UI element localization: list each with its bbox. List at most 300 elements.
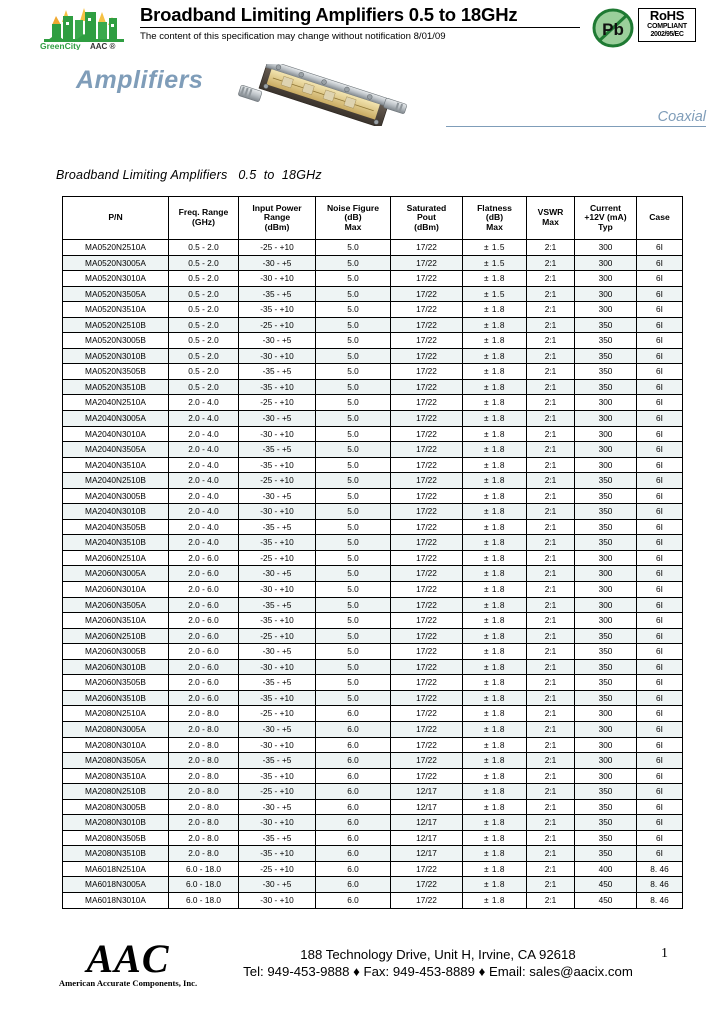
column-header-pn xyxy=(63,197,169,240)
cell-case: 6I xyxy=(637,473,683,489)
cell-flat: ± 1.8 xyxy=(463,815,527,831)
cell-pn: MA2080N3510A xyxy=(63,768,169,784)
spec-table-body xyxy=(63,240,683,909)
cell-case: 6I xyxy=(637,737,683,753)
cell-nf: 5.0 xyxy=(316,271,391,287)
cell-flat: ± 1.8 xyxy=(463,473,527,489)
cell-cur: 300 xyxy=(575,286,637,302)
cell-freq: 2.0 - 8.0 xyxy=(169,815,239,831)
cell-vswr: 2:1 xyxy=(527,861,575,877)
cell-cur: 350 xyxy=(575,504,637,520)
cell-pn: MA0520N3005A xyxy=(63,255,169,271)
cell-vswr: 2:1 xyxy=(527,379,575,395)
cell-vswr: 2:1 xyxy=(527,333,575,349)
cell-pout: 17/22 xyxy=(391,473,463,489)
cell-case: 6I xyxy=(637,395,683,411)
cell-pn: MA2060N2510A xyxy=(63,550,169,566)
cell-flat: ± 1.8 xyxy=(463,753,527,769)
header-title-block xyxy=(140,4,580,43)
cell-pout: 12/17 xyxy=(391,830,463,846)
cell-vswr: 2:1 xyxy=(527,286,575,302)
company-contact: Tel: 949-453-9888 ♦ Fax: 949-453-8889 ♦ Email: sales@aacix.com xyxy=(243,964,633,979)
cell-pn: MA2040N3010A xyxy=(63,426,169,442)
table-row xyxy=(63,519,683,535)
cell-case: 6I xyxy=(637,457,683,473)
cell-freq: 2.0 - 8.0 xyxy=(169,830,239,846)
cell-pout: 17/22 xyxy=(391,644,463,660)
cell-vswr: 2:1 xyxy=(527,519,575,535)
cell-pout: 17/22 xyxy=(391,566,463,582)
cell-nf: 6.0 xyxy=(316,706,391,722)
cell-case: 6I xyxy=(637,846,683,862)
cell-flat: ± 1.5 xyxy=(463,255,527,271)
cell-vswr: 2:1 xyxy=(527,348,575,364)
table-row xyxy=(63,442,683,458)
cell-flat: ± 1.8 xyxy=(463,379,527,395)
cell-inp: -30 - +5 xyxy=(239,877,316,893)
table-row xyxy=(63,255,683,271)
cell-freq: 6.0 - 18.0 xyxy=(169,892,239,908)
cell-vswr: 2:1 xyxy=(527,442,575,458)
cell-pn: MA2080N2510B xyxy=(63,784,169,800)
cell-nf: 6.0 xyxy=(316,861,391,877)
cell-inp: -35 - +10 xyxy=(239,379,316,395)
cell-cur: 350 xyxy=(575,628,637,644)
cell-cur: 350 xyxy=(575,830,637,846)
cell-cur: 300 xyxy=(575,395,637,411)
cell-flat: ± 1.8 xyxy=(463,333,527,349)
cell-case: 6I xyxy=(637,535,683,551)
cell-freq: 2.0 - 8.0 xyxy=(169,721,239,737)
cell-pn: MA2040N3510B xyxy=(63,535,169,551)
cell-pn: MA0520N3010B xyxy=(63,348,169,364)
cell-nf: 5.0 xyxy=(316,644,391,660)
cell-pn: MA2040N3005B xyxy=(63,488,169,504)
column-header-pout xyxy=(391,197,463,240)
cell-freq: 2.0 - 4.0 xyxy=(169,411,239,427)
cell-flat: ± 1.8 xyxy=(463,644,527,660)
cell-freq: 2.0 - 6.0 xyxy=(169,628,239,644)
column-header-line: Input Power xyxy=(252,202,302,213)
cell-flat: ± 1.8 xyxy=(463,442,527,458)
table-row xyxy=(63,395,683,411)
column-header-line: Max xyxy=(344,221,362,232)
table-row xyxy=(63,613,683,629)
cell-flat: ± 1.8 xyxy=(463,690,527,706)
cell-pout: 17/22 xyxy=(391,255,463,271)
cell-vswr: 2:1 xyxy=(527,659,575,675)
cell-nf: 6.0 xyxy=(316,753,391,769)
spec-table-container xyxy=(62,196,670,909)
cell-nf: 6.0 xyxy=(316,721,391,737)
cell-pn: MA2040N2510A xyxy=(63,395,169,411)
cell-flat: ± 1.8 xyxy=(463,550,527,566)
cell-inp: -30 - +10 xyxy=(239,659,316,675)
cell-case: 6I xyxy=(637,504,683,520)
cell-freq: 2.0 - 8.0 xyxy=(169,846,239,862)
cell-cur: 350 xyxy=(575,690,637,706)
table-row xyxy=(63,690,683,706)
cell-nf: 6.0 xyxy=(316,877,391,893)
cell-vswr: 2:1 xyxy=(527,768,575,784)
cell-flat: ± 1.8 xyxy=(463,395,527,411)
cell-pn: MA0520N2510A xyxy=(63,240,169,256)
cell-cur: 300 xyxy=(575,597,637,613)
column-header-line: (GHz) xyxy=(192,217,215,227)
cell-case: 6I xyxy=(637,411,683,427)
cell-freq: 2.0 - 6.0 xyxy=(169,582,239,598)
cell-inp: -30 - +5 xyxy=(239,255,316,271)
connector-type-label: Coaxial xyxy=(657,109,706,125)
cell-pn: MA6018N3005A xyxy=(63,877,169,893)
cell-flat: ± 1.8 xyxy=(463,411,527,427)
cell-nf: 6.0 xyxy=(316,768,391,784)
cell-freq: 2.0 - 8.0 xyxy=(169,784,239,800)
cell-pout: 17/22 xyxy=(391,240,463,256)
cell-flat: ± 1.8 xyxy=(463,892,527,908)
cell-vswr: 2:1 xyxy=(527,721,575,737)
cell-inp: -30 - +10 xyxy=(239,737,316,753)
cell-case: 6I xyxy=(637,442,683,458)
cell-inp: -25 - +10 xyxy=(239,706,316,722)
cell-freq: 2.0 - 4.0 xyxy=(169,488,239,504)
cell-case: 6I xyxy=(637,364,683,380)
cell-nf: 5.0 xyxy=(316,395,391,411)
cell-pn: MA0520N3005B xyxy=(63,333,169,349)
greencity-logo xyxy=(36,6,132,50)
table-row xyxy=(63,659,683,675)
cell-vswr: 2:1 xyxy=(527,457,575,473)
cell-case: 6I xyxy=(637,675,683,691)
company-address: 188 Technology Drive, Unit H, Irvine, CA 92618 xyxy=(300,947,576,962)
lead-free-pb-icon xyxy=(592,8,634,48)
column-header-line: Max xyxy=(542,217,559,227)
cell-case: 6I xyxy=(637,830,683,846)
cell-case: 6I xyxy=(637,659,683,675)
connector-type-block xyxy=(446,108,706,127)
cell-case: 6I xyxy=(637,302,683,318)
cell-nf: 5.0 xyxy=(316,426,391,442)
table-row xyxy=(63,426,683,442)
cell-pout: 17/22 xyxy=(391,675,463,691)
cell-vswr: 2:1 xyxy=(527,753,575,769)
cell-case: 6I xyxy=(637,721,683,737)
title-band xyxy=(0,56,720,166)
cell-vswr: 2:1 xyxy=(527,690,575,706)
table-row xyxy=(63,457,683,473)
cell-inp: -25 - +10 xyxy=(239,240,316,256)
table-row xyxy=(63,286,683,302)
cell-vswr: 2:1 xyxy=(527,628,575,644)
cell-flat: ± 1.8 xyxy=(463,504,527,520)
column-header-freq xyxy=(169,197,239,240)
cell-nf: 5.0 xyxy=(316,597,391,613)
table-row xyxy=(63,877,683,893)
header-divider xyxy=(140,27,580,28)
cell-pout: 17/22 xyxy=(391,628,463,644)
cell-freq: 2.0 - 6.0 xyxy=(169,566,239,582)
page-title: Broadband Limiting Amplifiers 0.5 to 18GHz xyxy=(140,4,518,25)
cell-inp: -30 - +10 xyxy=(239,815,316,831)
cell-inp: -25 - +10 xyxy=(239,317,316,333)
cell-cur: 350 xyxy=(575,317,637,333)
cell-pout: 17/22 xyxy=(391,302,463,318)
cell-inp: -30 - +5 xyxy=(239,566,316,582)
cell-nf: 5.0 xyxy=(316,348,391,364)
cell-freq: 0.5 - 2.0 xyxy=(169,364,239,380)
cell-flat: ± 1.8 xyxy=(463,519,527,535)
cell-pout: 17/22 xyxy=(391,286,463,302)
table-row xyxy=(63,582,683,598)
coaxial-divider xyxy=(446,126,706,127)
cell-cur: 300 xyxy=(575,737,637,753)
cell-nf: 6.0 xyxy=(316,846,391,862)
column-header-line: (dB) xyxy=(485,212,504,223)
table-row xyxy=(63,892,683,908)
cell-flat: ± 1.8 xyxy=(463,597,527,613)
cell-pn: MA2080N3005B xyxy=(63,799,169,815)
cell-nf: 5.0 xyxy=(316,690,391,706)
cell-inp: -35 - +5 xyxy=(239,753,316,769)
svg-text:AAC ®: AAC ® xyxy=(90,42,116,50)
cell-inp: -30 - +5 xyxy=(239,333,316,349)
cell-inp: -25 - +10 xyxy=(239,861,316,877)
cell-vswr: 2:1 xyxy=(527,504,575,520)
cell-cur: 300 xyxy=(575,706,637,722)
cell-pout: 17/22 xyxy=(391,457,463,473)
cell-freq: 0.5 - 2.0 xyxy=(169,348,239,364)
cell-pout: 17/22 xyxy=(391,442,463,458)
cell-pn: MA2040N3005A xyxy=(63,411,169,427)
table-row xyxy=(63,302,683,318)
cell-cur: 300 xyxy=(575,566,637,582)
cell-freq: 2.0 - 6.0 xyxy=(169,690,239,706)
product-photo xyxy=(236,64,408,126)
cell-cur: 300 xyxy=(575,426,637,442)
cell-flat: ± 1.5 xyxy=(463,240,527,256)
cell-cur: 350 xyxy=(575,846,637,862)
cell-flat: ± 1.8 xyxy=(463,737,527,753)
cell-vswr: 2:1 xyxy=(527,317,575,333)
cell-freq: 2.0 - 8.0 xyxy=(169,706,239,722)
category-title: Amplifiers xyxy=(76,66,204,94)
cell-pn: MA2060N3505B xyxy=(63,675,169,691)
cell-pn: MA2040N3505B xyxy=(63,519,169,535)
cell-vswr: 2:1 xyxy=(527,255,575,271)
cell-case: 6I xyxy=(637,348,683,364)
cell-flat: ± 1.8 xyxy=(463,457,527,473)
cell-inp: -30 - +5 xyxy=(239,799,316,815)
cell-inp: -30 - +10 xyxy=(239,271,316,287)
cell-freq: 0.5 - 2.0 xyxy=(169,317,239,333)
table-row xyxy=(63,784,683,800)
cell-pout: 17/22 xyxy=(391,768,463,784)
cell-flat: ± 1.8 xyxy=(463,317,527,333)
cell-pout: 17/22 xyxy=(391,613,463,629)
cell-flat: ± 1.8 xyxy=(463,566,527,582)
cell-pn: MA2080N3010B xyxy=(63,815,169,831)
cell-vswr: 2:1 xyxy=(527,473,575,489)
column-header-nf xyxy=(316,197,391,240)
aac-logo xyxy=(48,938,208,988)
cell-cur: 350 xyxy=(575,644,637,660)
cell-vswr: 2:1 xyxy=(527,706,575,722)
cell-pout: 17/22 xyxy=(391,364,463,380)
cell-inp: -35 - +5 xyxy=(239,286,316,302)
cell-freq: 2.0 - 4.0 xyxy=(169,504,239,520)
cell-pout: 17/22 xyxy=(391,504,463,520)
cell-inp: -35 - +10 xyxy=(239,535,316,551)
cell-pn: MA0520N3510A xyxy=(63,302,169,318)
company-name: American Accurate Components, Inc. xyxy=(58,978,198,988)
table-row xyxy=(63,271,683,287)
table-row xyxy=(63,597,683,613)
table-row xyxy=(63,628,683,644)
cell-flat: ± 1.8 xyxy=(463,628,527,644)
table-row xyxy=(63,488,683,504)
table-row xyxy=(63,535,683,551)
cell-freq: 2.0 - 6.0 xyxy=(169,597,239,613)
cell-case: 6I xyxy=(637,488,683,504)
cell-nf: 5.0 xyxy=(316,675,391,691)
cell-pout: 17/22 xyxy=(391,659,463,675)
cell-vswr: 2:1 xyxy=(527,892,575,908)
cell-pout: 12/17 xyxy=(391,799,463,815)
cell-pn: MA2080N3005A xyxy=(63,721,169,737)
cell-vswr: 2:1 xyxy=(527,535,575,551)
cell-pn: MA0520N2510B xyxy=(63,317,169,333)
cell-inp: -25 - +10 xyxy=(239,784,316,800)
cell-pout: 12/17 xyxy=(391,784,463,800)
cell-cur: 350 xyxy=(575,675,637,691)
cell-case: 6I xyxy=(637,550,683,566)
page-header xyxy=(0,0,720,56)
cell-vswr: 2:1 xyxy=(527,877,575,893)
cell-flat: ± 1.8 xyxy=(463,426,527,442)
cell-inp: -25 - +10 xyxy=(239,473,316,489)
cell-freq: 2.0 - 8.0 xyxy=(169,768,239,784)
cell-flat: ± 1.5 xyxy=(463,286,527,302)
cell-vswr: 2:1 xyxy=(527,488,575,504)
cell-nf: 5.0 xyxy=(316,317,391,333)
cell-case: 6I xyxy=(637,379,683,395)
cell-cur: 350 xyxy=(575,815,637,831)
cell-inp: -35 - +10 xyxy=(239,613,316,629)
cell-cur: 300 xyxy=(575,753,637,769)
cell-freq: 2.0 - 8.0 xyxy=(169,753,239,769)
table-row xyxy=(63,721,683,737)
column-header-line: Range xyxy=(263,212,291,223)
cell-case: 6I xyxy=(637,628,683,644)
table-row xyxy=(63,504,683,520)
cell-cur: 300 xyxy=(575,255,637,271)
cell-pout: 17/22 xyxy=(391,861,463,877)
cell-nf: 5.0 xyxy=(316,566,391,582)
cell-pout: 12/17 xyxy=(391,846,463,862)
column-header-line: Typ xyxy=(598,221,613,232)
cell-nf: 5.0 xyxy=(316,302,391,318)
cell-pn: MA2060N3510B xyxy=(63,690,169,706)
cell-pn: MA2080N3505B xyxy=(63,830,169,846)
cell-nf: 5.0 xyxy=(316,473,391,489)
cell-inp: -30 - +10 xyxy=(239,504,316,520)
column-header-line: +12V (mA) xyxy=(584,212,627,223)
aac-wordmark: AAC xyxy=(86,936,170,981)
cell-flat: ± 1.8 xyxy=(463,846,527,862)
cell-flat: ± 1.8 xyxy=(463,582,527,598)
cell-inp: -35 - +5 xyxy=(239,519,316,535)
cell-freq: 2.0 - 6.0 xyxy=(169,613,239,629)
column-header-line: Freq. Range xyxy=(178,207,229,218)
table-row xyxy=(63,644,683,660)
cell-cur: 300 xyxy=(575,550,637,566)
column-header-flat xyxy=(463,197,527,240)
cell-pout: 17/22 xyxy=(391,395,463,411)
cell-pn: MA0520N3010A xyxy=(63,271,169,287)
cell-nf: 5.0 xyxy=(316,613,391,629)
cell-pn: MA2060N3510A xyxy=(63,613,169,629)
cell-freq: 2.0 - 6.0 xyxy=(169,644,239,660)
cell-pout: 17/22 xyxy=(391,877,463,893)
cell-freq: 2.0 - 6.0 xyxy=(169,675,239,691)
table-row xyxy=(63,737,683,753)
cell-case: 6I xyxy=(637,768,683,784)
cell-inp: -25 - +10 xyxy=(239,395,316,411)
column-header-line: Case xyxy=(649,212,670,223)
column-header-line: (dB) xyxy=(344,212,362,223)
cell-vswr: 2:1 xyxy=(527,271,575,287)
cell-pn: MA6018N2510A xyxy=(63,861,169,877)
cell-freq: 6.0 - 18.0 xyxy=(169,877,239,893)
cell-cur: 300 xyxy=(575,302,637,318)
rohs-label: RoHS xyxy=(649,8,685,23)
cell-pout: 17/22 xyxy=(391,597,463,613)
cell-inp: -30 - +5 xyxy=(239,721,316,737)
cell-inp: -35 - +5 xyxy=(239,442,316,458)
cell-freq: 2.0 - 6.0 xyxy=(169,550,239,566)
cell-freq: 2.0 - 4.0 xyxy=(169,457,239,473)
cell-cur: 300 xyxy=(575,721,637,737)
cell-flat: ± 1.8 xyxy=(463,706,527,722)
cell-vswr: 2:1 xyxy=(527,675,575,691)
cell-freq: 2.0 - 4.0 xyxy=(169,519,239,535)
cell-vswr: 2:1 xyxy=(527,426,575,442)
cell-pout: 17/22 xyxy=(391,721,463,737)
cell-pout: 17/22 xyxy=(391,753,463,769)
cell-inp: -30 - +5 xyxy=(239,488,316,504)
cell-pn: MA2060N2510B xyxy=(63,628,169,644)
cell-freq: 2.0 - 4.0 xyxy=(169,473,239,489)
column-header-line: (dBm) xyxy=(264,221,290,232)
cell-freq: 2.0 - 6.0 xyxy=(169,659,239,675)
cell-flat: ± 1.8 xyxy=(463,348,527,364)
cell-pout: 17/22 xyxy=(391,317,463,333)
table-row xyxy=(63,861,683,877)
cell-pout: 17/22 xyxy=(391,737,463,753)
cell-nf: 5.0 xyxy=(316,519,391,535)
cell-pout: 17/22 xyxy=(391,411,463,427)
cell-nf: 5.0 xyxy=(316,364,391,380)
cell-cur: 350 xyxy=(575,535,637,551)
page-number: 1 xyxy=(661,946,668,961)
cell-inp: -35 - +10 xyxy=(239,302,316,318)
cell-pout: 17/22 xyxy=(391,379,463,395)
cell-nf: 5.0 xyxy=(316,411,391,427)
cell-nf: 5.0 xyxy=(316,442,391,458)
cell-inp: -25 - +10 xyxy=(239,628,316,644)
cell-vswr: 2:1 xyxy=(527,550,575,566)
cell-pout: 17/22 xyxy=(391,271,463,287)
